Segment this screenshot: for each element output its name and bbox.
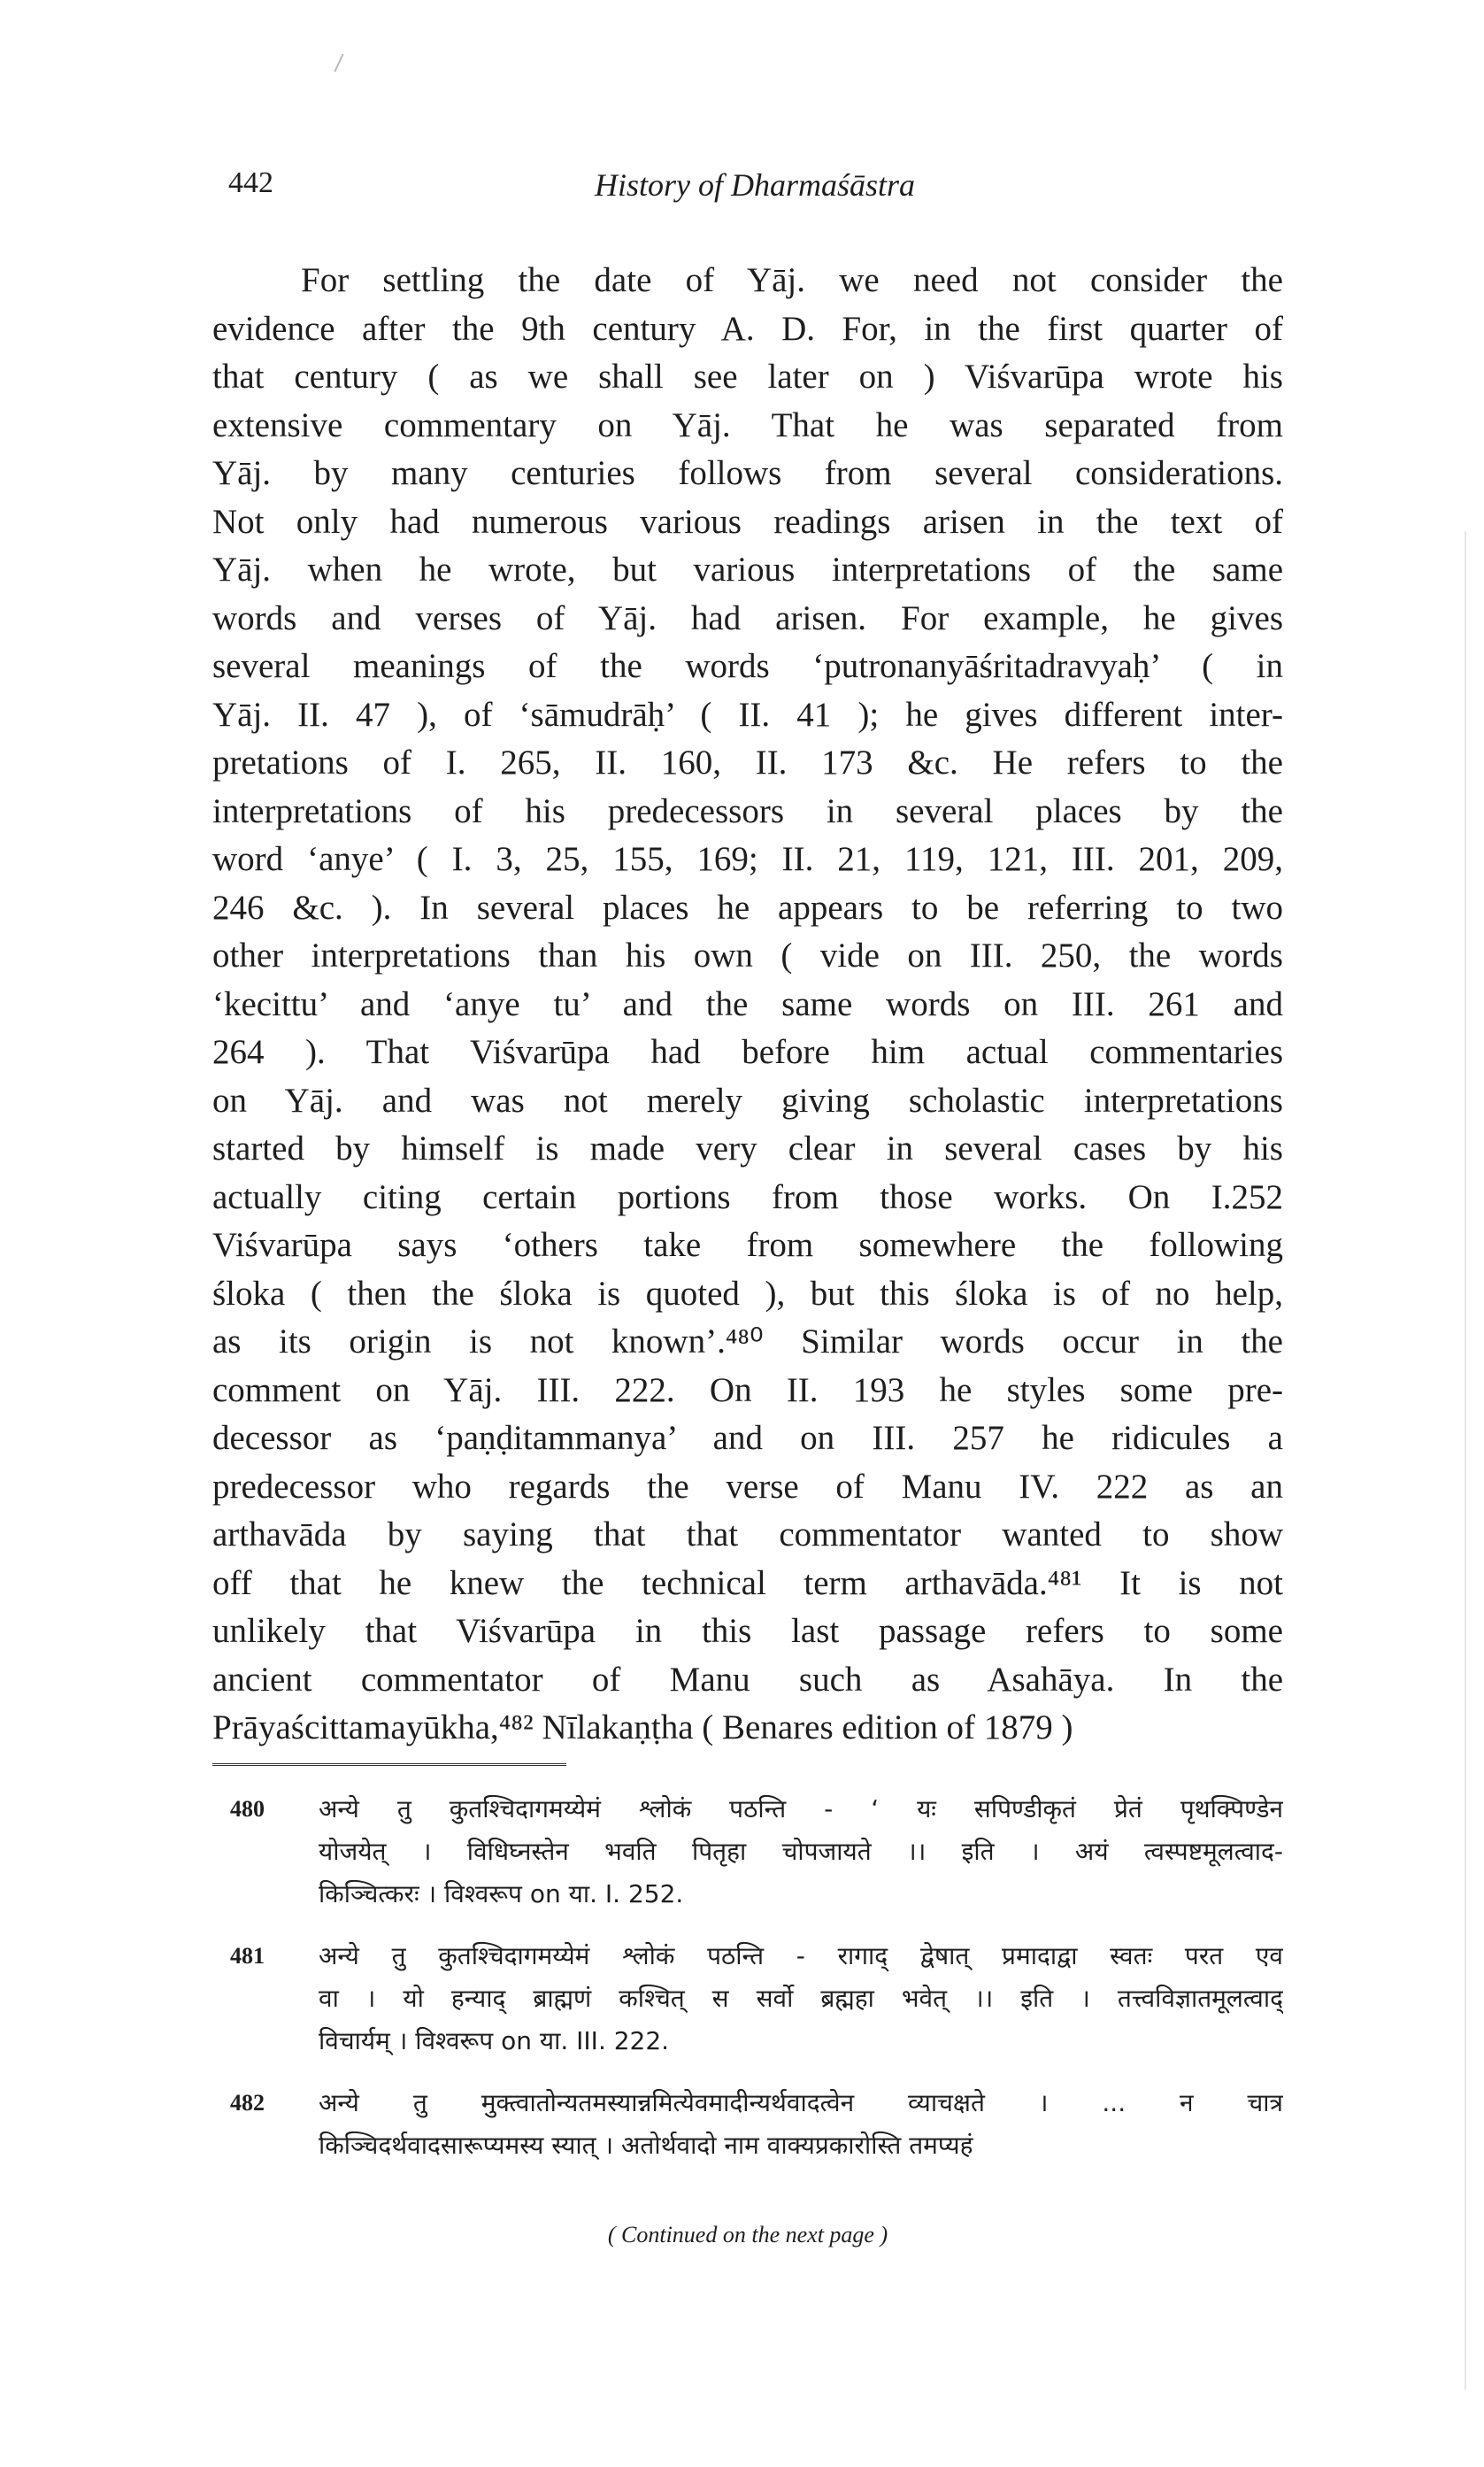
footnote-line: किञ्चिदर्थवादसारूप्यमस्य स्यात् । अतोर्थवादो नाम वाक्यप्रकारोस्ति तमप्यहं [319,2131,973,2160]
body-line: Yāj. II. 47 ), of ‘sāmudrāḥ’ ( II. 41 ); he gives different inter- [212,695,1283,734]
body-line: ancient commentator of Manu such as Asahāya. In the [212,1660,1283,1699]
body-line: śloka ( then the śloka is quoted ), but this śloka is of no help, [212,1274,1283,1313]
body-line: decessor as ‘paṇḍitammanya’ and on III. 257 he ridicules a [212,1419,1283,1457]
body-line: Yāj. by many centuries follows from several considerations. [212,454,1283,492]
footnote-line: योजयेत् । विधिघ्नस्तेन भवति पितृहा चोपजायते ।। इति । अयं त्वस्पष्टमूलत्वाद- [319,1837,1283,1866]
footnote [212,1788,1283,1916]
body-line: Yāj. when he wrote, but various interpretations of the same [212,551,1283,589]
page-edge-shadow [1465,531,1466,2390]
body-line: evidence after the 9th century A. D. For, in the first quarter of [212,309,1283,348]
body-line: several meanings of the words ‘putronanyāśritadravyaḥ’ ( in [212,647,1283,685]
body-line: as its origin is not known’.⁴⁸⁰ Similar words occur in the [212,1322,1283,1361]
body-line: unlikely that Viśvarūpa in this last passage refers to some [212,1612,1283,1650]
scan-mark [334,54,343,73]
footnote-line: किञ्चित्करः । विश्वरूप on या. I. 252. [319,1879,684,1908]
footnote-separator [212,1763,566,1766]
body-line: 246 &c. ). In several places he appears to be referring to two [212,888,1283,927]
body-line: pretations of I. 265, II. 160, II. 173 &c. He refers to the [212,744,1283,782]
body-line: For settling the date of Yāj. we need not consider the [301,261,1283,299]
footnotes [212,1788,1283,2186]
body-line: interpretations of his predecessors in several places by the [212,791,1283,830]
body-line: Prāyaścittamayūkha,⁴⁸² Nīlakaṇṭha ( Benares edition of 1879 ) [212,1708,1073,1746]
footnote-number: 482 [230,2090,265,2116]
running-title: History of Dharmaśāstra [594,167,916,203]
body-text [212,257,1283,1753]
footnote [212,1935,1283,2062]
footnote-line: अन्ये तु कुतश्चिदागमय्येमं श्लोकं पठन्ति - ‘ यः सपिण्डीकृतं प्रेतं पृथक्पिण्डेन [319,1794,1283,1823]
body-line: arthavāda by saying that that commentator wanted to show [212,1515,1283,1553]
footnote [212,2082,1283,2167]
body-line: 264 ). That Viśvarūpa had before him actual commentaries [212,1033,1283,1071]
body-line: Viśvarūpa says ‘others take from somewhere the following [212,1226,1283,1264]
footnote-number: 481 [230,1943,265,1969]
body-line: ‘kecittu’ and ‘anye tu’ and the same words on III. 261 and [212,984,1283,1023]
continuation-note: ( Continued on the next page ) [607,2222,888,2247]
body-line: actually citing certain portions from those works. On I.252 [212,1177,1283,1216]
footnote-line: अन्ये तु मुक्त्वातोन्यतमस्यान्नमित्येवमादीन्यर्थवादत्वेन व्याचक्षते । ... न चात्र [319,2088,1283,2117]
page-header [228,166,1281,220]
body-line: off that he knew the technical term arthavāda.⁴⁸¹ It is not [212,1563,1283,1602]
footnote-number: 480 [230,1796,265,1822]
footnote-line: वा । यो हन्याद् ब्राह्मणं कश्चित् स सर्वो ब्रह्महा भवेत् ।। इति । तत्त्वविज्ञातमूलत्वाद् [319,1984,1283,2013]
body-line: that century ( as we shall see later on ) Viśvarūpa wrote his [212,358,1283,396]
body-line: on Yāj. and was not merely giving scholastic interpretations [212,1081,1283,1120]
body-line: predecessor who regards the verse of Manu IV. 222 as an [212,1467,1283,1506]
body-line: comment on Yāj. III. 222. On II. 193 he styles some pre- [212,1370,1283,1409]
body-line: word ‘anye’ ( I. 3, 25, 155, 169; II. 21, 119, 121, III. 201, 209, [212,840,1283,878]
body-line: words and verses of Yāj. had arisen. For example, he gives [212,598,1283,637]
footnote-line: अन्ये तु कुतश्चिदागमय्येमं श्लोकं पठन्ति - रागाद् द्वेषात् प्रमादाद्वा स्वतः परत एव [319,1941,1283,1970]
body-line: Not only had numerous various readings arisen in the text of [212,502,1283,541]
body-line: other interpretations than his own ( vide on III. 250, the words [212,937,1283,975]
body-line: started by himself is made very clear in several cases by his [212,1129,1283,1168]
page-number: 442 [228,166,273,199]
body-line: extensive commentary on Yāj. That he was separated from [212,405,1283,444]
footnote-line: विचार्यम् । विश्वरूप on या. III. 222. [319,2026,670,2055]
